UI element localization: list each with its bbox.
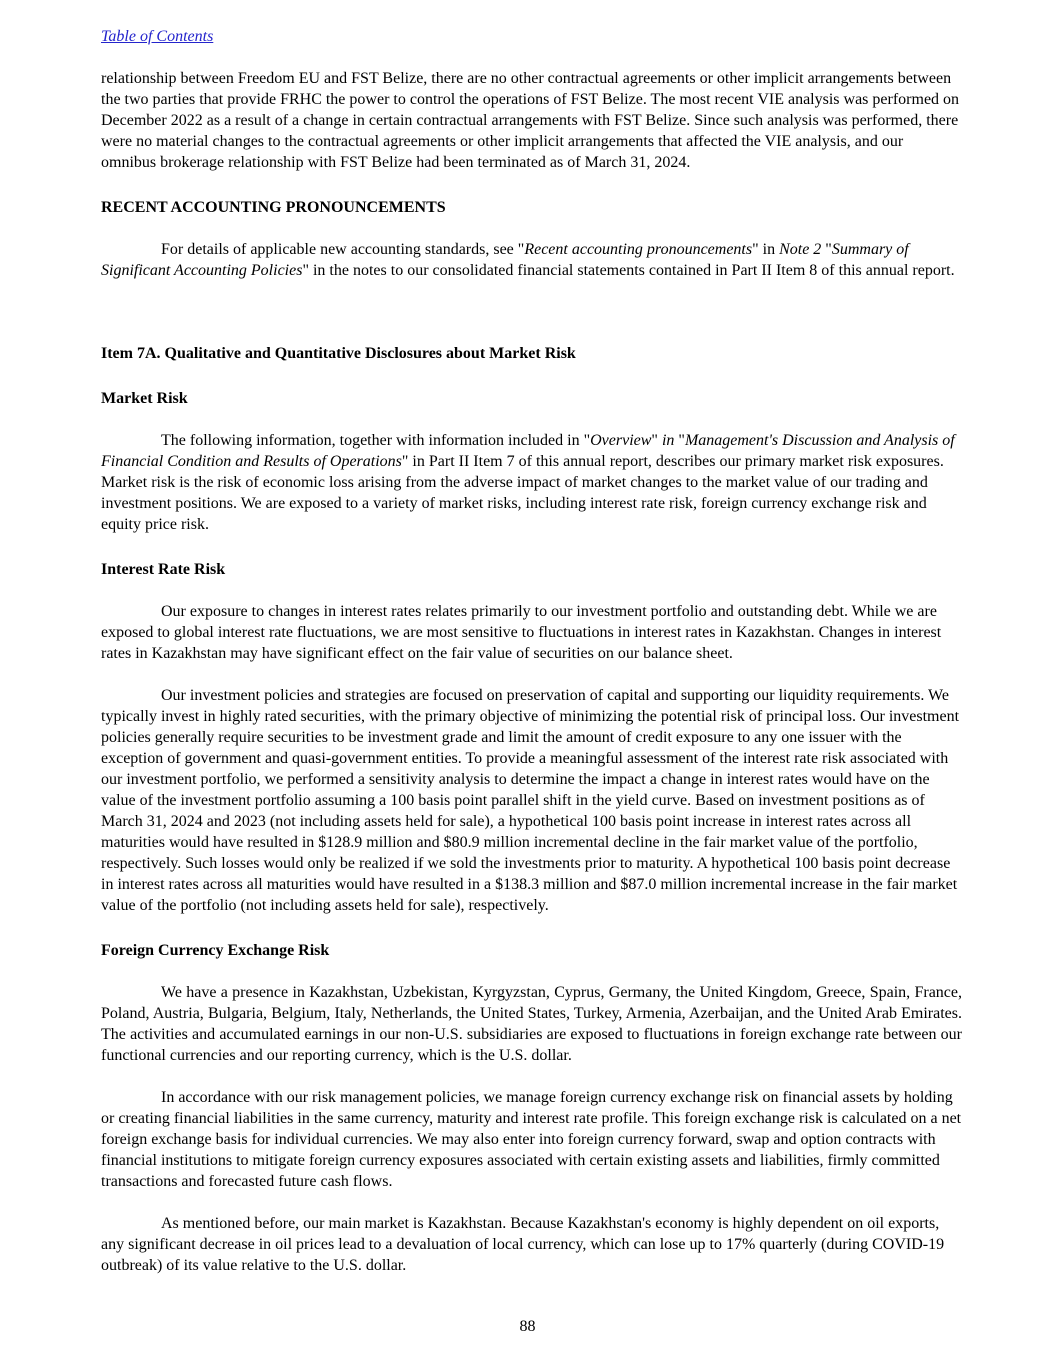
heading-foreign-currency-exchange-risk: Foreign Currency Exchange Risk bbox=[101, 942, 330, 959]
paragraph-fx-risk-1: We have a presence in Kazakhstan, Uzbekistan, Kyrgyzstan, Cyprus, Germany, the United Kingdom, Greece, Spain, France, Poland, Austria, Bulgaria, Belgium, Italy, Netherlands, the United States, Turkey, Armenia, Azerbaijan, and the United Arab Emirates. The activities and accumulated earnings in our non-U.S. subsidiaries are exposed to fluctuations in foreign exchange rate between our functional currencies and our reporting currency, which is the U.S. dollar. bbox=[101, 984, 962, 1064]
paragraph-fx-risk-2: In accordance with our risk management policies, we manage foreign currency exchange risk on financial assets by holding or creating financial liabilities in the same currency, maturity and interest rate profile. This foreign exchange risk is calculated on a net foreign exchange basis for individual currencies. We may also enter into foreign currency forward, swap and option contracts with financial institutions to mitigate foreign currency exposures associated with certain existing assets and liabilities, firmly committed transactions and forecasted future cash flows. bbox=[101, 1089, 962, 1190]
table-of-contents-link[interactable]: Table of Contents bbox=[101, 28, 214, 45]
paragraph-market-risk: The following information, together with information included in "Overview" in "Management's Discussion and Analysis of Financial Condition and Results of Operations" in Part II Item 7 of this annual report, describes our primary market risk exposures. Market risk is the risk of economic loss arising from the adverse impact of market changes to the market value of our trading and investment positions. We are exposed to a variety of market risks, including interest rate risk, foreign currency exchange risk and equity price risk. bbox=[101, 432, 955, 533]
paragraph-interest-rate-risk-2: Our investment policies and strategies are focused on preservation of capital and supporting our liquidity requirements. We typically invest in highly rated securities, with the primary objective of minimizing the potential risk of principal loss. Our investment policies generally require securities to be investment grade and limit the amount of credit exposure to any one issuer with the exception of government and quasi-government entities. To provide a meaningful assessment of the interest rate risk associated with our investment portfolio, we performed a sensitivity analysis to determine the impact a change in interest rates would have on the value of the investment portfolio assuming a 100 basis point parallel shift in the yield curve. Based on investment positions as of March 31, 2024 and 2023 (not including assets held for sale), a hypothetical 100 basis point increase in interest rates across all maturities would have resulted in $128.9 million and $80.9 million incremental decline in the fair market value of the portfolio, respectively. Such losses would only be realized if we sold the investments prior to maturity. A hypothetical 100 basis point decrease in interest rates across all maturities would have resulted in a $138.3 million and $87.0 million incremental increase in the fair market value of the portfolio (not including assets held for sale), respectively. bbox=[101, 687, 960, 914]
paragraph-interest-rate-risk-1: Our exposure to changes in interest rates relates primarily to our investment portfolio and outstanding debt. While we are exposed to global interest rate fluctuations, we are most sensitive to fluctuations in interest rates in Kazakhstan. Changes in interest rates in Kazakhstan may have significant effect on the fair value of securities on our balance sheet. bbox=[101, 603, 942, 662]
paragraph-fx-risk-3: As mentioned before, our main market is Kazakhstan. Because Kazakhstan's economy is highly dependent on oil exports, any significant decrease in oil prices lead to a devaluation of local currency, which can lose up to 17% quarterly (during COVID-19 outbreak) of its value relative to the U.S. dollar. bbox=[101, 1215, 945, 1274]
heading-market-risk: Market Risk bbox=[101, 390, 188, 407]
heading-interest-rate-risk: Interest Rate Risk bbox=[101, 561, 226, 578]
heading-recent-accounting-pronouncements: RECENT ACCOUNTING PRONOUNCEMENTS bbox=[101, 199, 446, 216]
heading-item-7a: Item 7A. Qualitative and Quantitative Disclosures about Market Risk bbox=[101, 345, 576, 362]
continuation-paragraph: relationship between Freedom EU and FST Belize, there are no other contractual agreements or other implicit arrangements between the two parties that provide FRHC the power to control the operations of FST Belize. The most recent VIE analysis was performed on December 2022 as a result of a change in certain contractual arrangements with FST Belize. Since such analysis was performed, there were no material changes to the contractual agreements or other implicit arrangements that affected the VIE analysis, and our omnibus brokerage relationship with FST Belize had been terminated as of March 31, 2024. bbox=[101, 70, 960, 171]
paragraph-accounting-pronouncements: For details of applicable new accounting standards, see "Recent accounting pronouncements" in Note 2 "Summary of Significant Accounting Policies" in the notes to our consolidated financial statements contained in Part II Item 8 of this annual report. bbox=[101, 241, 955, 279]
toc-link-row bbox=[101, 26, 962, 47]
page-number: 88 bbox=[519, 1318, 536, 1335]
